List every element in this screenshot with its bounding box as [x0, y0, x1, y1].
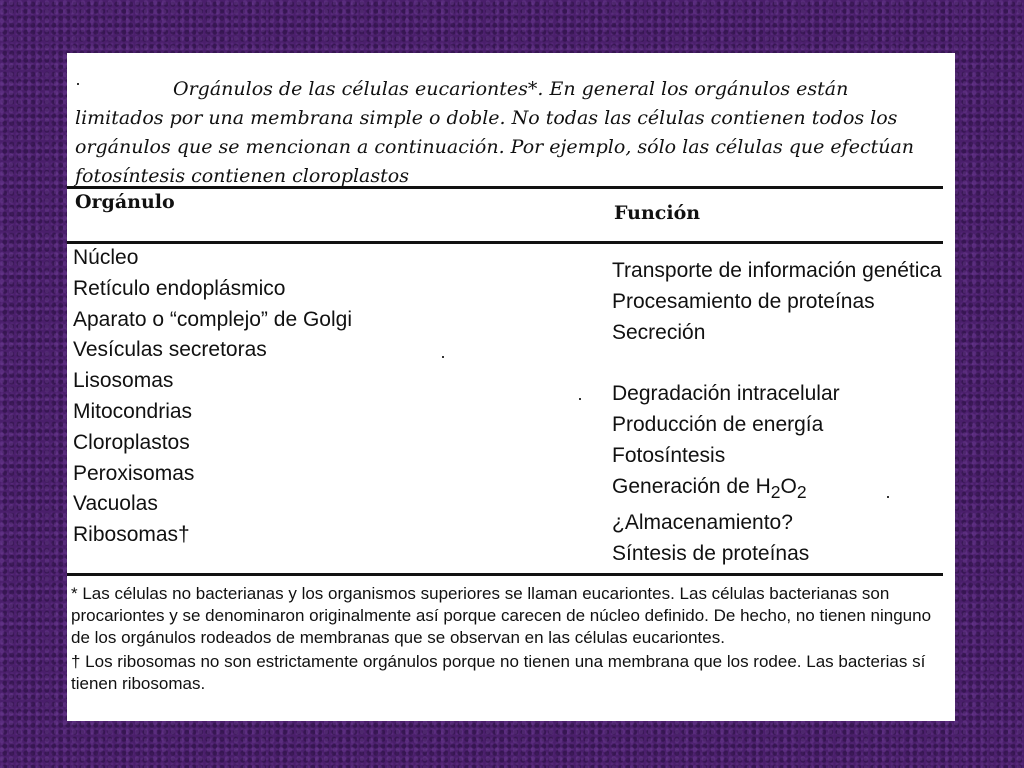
organelle-item: Ribosomas† [73, 523, 190, 547]
function-column [612, 256, 942, 569]
function-item: ¿Almacenamiento? [612, 510, 793, 534]
function-item: Síntesis de proteínas [612, 541, 810, 565]
organelle-item: Vesículas secretoras [73, 338, 267, 362]
document-page [67, 53, 955, 721]
bottom-rule [67, 573, 943, 576]
organelle-item: Vacuolas [73, 492, 158, 516]
function-item: Degradación intracelular [612, 382, 840, 406]
speck [579, 398, 581, 400]
function-item: Transporte de información genética [612, 259, 942, 282]
function-spacer [612, 348, 942, 379]
function-item: Producción de energía [612, 413, 824, 437]
table-caption: Orgánulos de las células eucariontes*. En general los orgánulos están limitados por una membrana simple o doble. No todas las células contienen todos los orgánulos que se mencionan a continuación. Por ejemplo, sólo las células que efectúan fotosíntesis contienen cloroplastos [75, 78, 915, 187]
function-text: Generación de H [612, 474, 771, 498]
column-header-organelle: Orgánulo [75, 191, 175, 213]
subscript: 2 [770, 481, 781, 502]
top-rule [67, 186, 943, 189]
footnote-asterisk: * Las células no bacterianas y los organismos superiores se llaman eucariontes. Las células bacterianas son procariontes y se denominaron originalmente así porque carecen de núcleo definido. De hecho, no tienen ninguno de los orgánulos rodeados de membranas que se observan en las células eucariontes. [71, 584, 932, 647]
organelle-item: Retículo endoplásmico [73, 276, 286, 300]
function-item: Secreción [612, 320, 706, 344]
organelle-item: Lisosomas [73, 369, 174, 393]
function-item-h2o2 [612, 472, 942, 508]
organelle-column [73, 243, 352, 551]
organelle-item: Aparato o “complejo” de Golgi [73, 307, 352, 331]
column-header-function: Función [614, 202, 701, 224]
oxygen-symbol: O [780, 474, 797, 498]
subscript: 2 [796, 481, 807, 502]
function-item: Fotosíntesis [612, 443, 726, 467]
organelle-item: Mitocondrias [73, 399, 193, 423]
function-item: Procesamiento de proteínas [612, 289, 875, 313]
speck [442, 356, 444, 358]
footnote-dagger: † Los ribosomas no son estrictamente orgánulos porque no tienen una membrana que los rodee. Las bacterias sí tienen ribosomas. [71, 652, 926, 693]
organelle-item: Núcleo [73, 246, 139, 269]
speck [887, 496, 889, 498]
organelle-item: Cloroplastos [73, 430, 190, 454]
footnotes [71, 583, 941, 697]
speck [77, 83, 79, 85]
organelle-item: Peroxisomas [73, 461, 195, 485]
